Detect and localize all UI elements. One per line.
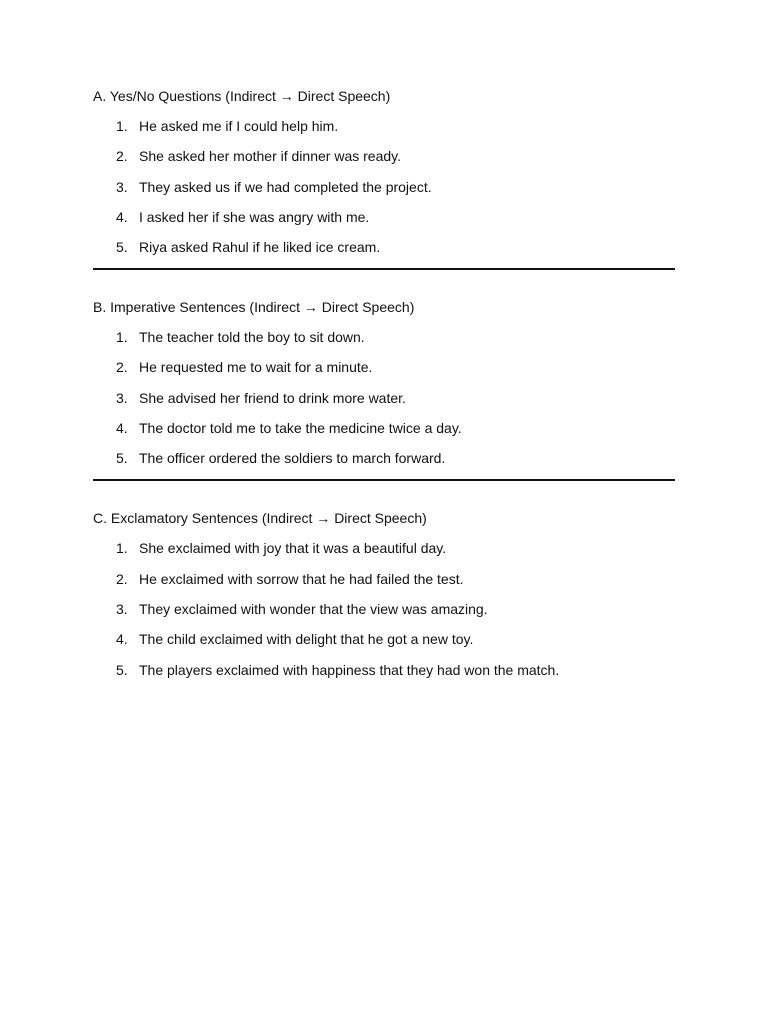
item-text: She asked her mother if dinner was ready. [139, 148, 401, 165]
item-text: He exclaimed with sorrow that he had failed the test. [139, 570, 464, 587]
item-number: 2. [116, 570, 128, 587]
item-text: She exclaimed with joy that it was a beautiful day. [139, 540, 447, 557]
item-text: She advised her friend to drink more water. [139, 389, 406, 406]
section-divider [93, 268, 675, 270]
item-text: Riya asked Rahul if he liked ice cream. [139, 239, 381, 256]
list-item [93, 388, 675, 408]
item-number: 5. [116, 450, 128, 467]
item-number: 3. [116, 389, 128, 406]
section-imperative-sentences [93, 297, 675, 481]
section-heading: C. Exclamatory Sentences (Indirect → Direct Speech) [93, 510, 427, 527]
item-number: 4. [116, 208, 128, 225]
list-item [93, 116, 675, 136]
item-text: I asked her if she was angry with me. [139, 208, 370, 225]
list-item [93, 448, 675, 468]
list-item [93, 569, 675, 589]
section-heading: B. Imperative Sentences (Indirect → Direct Speech) [93, 299, 415, 316]
item-number: 2. [116, 148, 128, 165]
item-number: 1. [116, 118, 128, 134]
section-heading: A. Yes/No Questions (Indirect → Direct Speech) [93, 88, 391, 104]
item-text: The officer ordered the soldiers to march forward. [139, 450, 446, 467]
list-item [93, 146, 675, 166]
item-text: They asked us if we had completed the project. [139, 178, 432, 195]
item-number: 1. [116, 540, 128, 557]
list-item [93, 237, 675, 257]
item-text: The players exclaimed with happiness that they had won the match. [139, 661, 560, 678]
section-exclamatory-sentences [93, 508, 675, 679]
item-number: 4. [116, 631, 128, 648]
document-page [93, 86, 675, 680]
list-item [93, 418, 675, 438]
item-number: 5. [116, 661, 128, 678]
list-item [93, 327, 675, 347]
list-item [93, 177, 675, 197]
item-number: 1. [116, 329, 128, 346]
item-number: 3. [116, 600, 128, 617]
list-item [93, 660, 675, 680]
item-text: The child exclaimed with delight that he got a new toy. [139, 631, 474, 648]
exercise-list [93, 116, 675, 257]
list-item [93, 629, 675, 649]
list-item [93, 538, 675, 558]
item-text: He asked me if I could help him. [139, 118, 339, 134]
item-number: 3. [116, 178, 128, 195]
section-divider [93, 479, 675, 481]
item-text: They exclaimed with wonder that the view was amazing. [139, 600, 488, 617]
item-number: 5. [116, 239, 128, 256]
list-item [93, 207, 675, 227]
section-yes-no-questions [93, 86, 675, 270]
list-item [93, 599, 675, 619]
item-number: 4. [116, 420, 128, 437]
item-text: The doctor told me to take the medicine twice a day. [139, 420, 462, 437]
item-text: He requested me to wait for a minute. [139, 359, 373, 376]
exercise-list [93, 538, 675, 679]
item-text: The teacher told the boy to sit down. [139, 329, 365, 346]
list-item [93, 357, 675, 377]
exercise-list [93, 327, 675, 468]
item-number: 2. [116, 359, 128, 376]
